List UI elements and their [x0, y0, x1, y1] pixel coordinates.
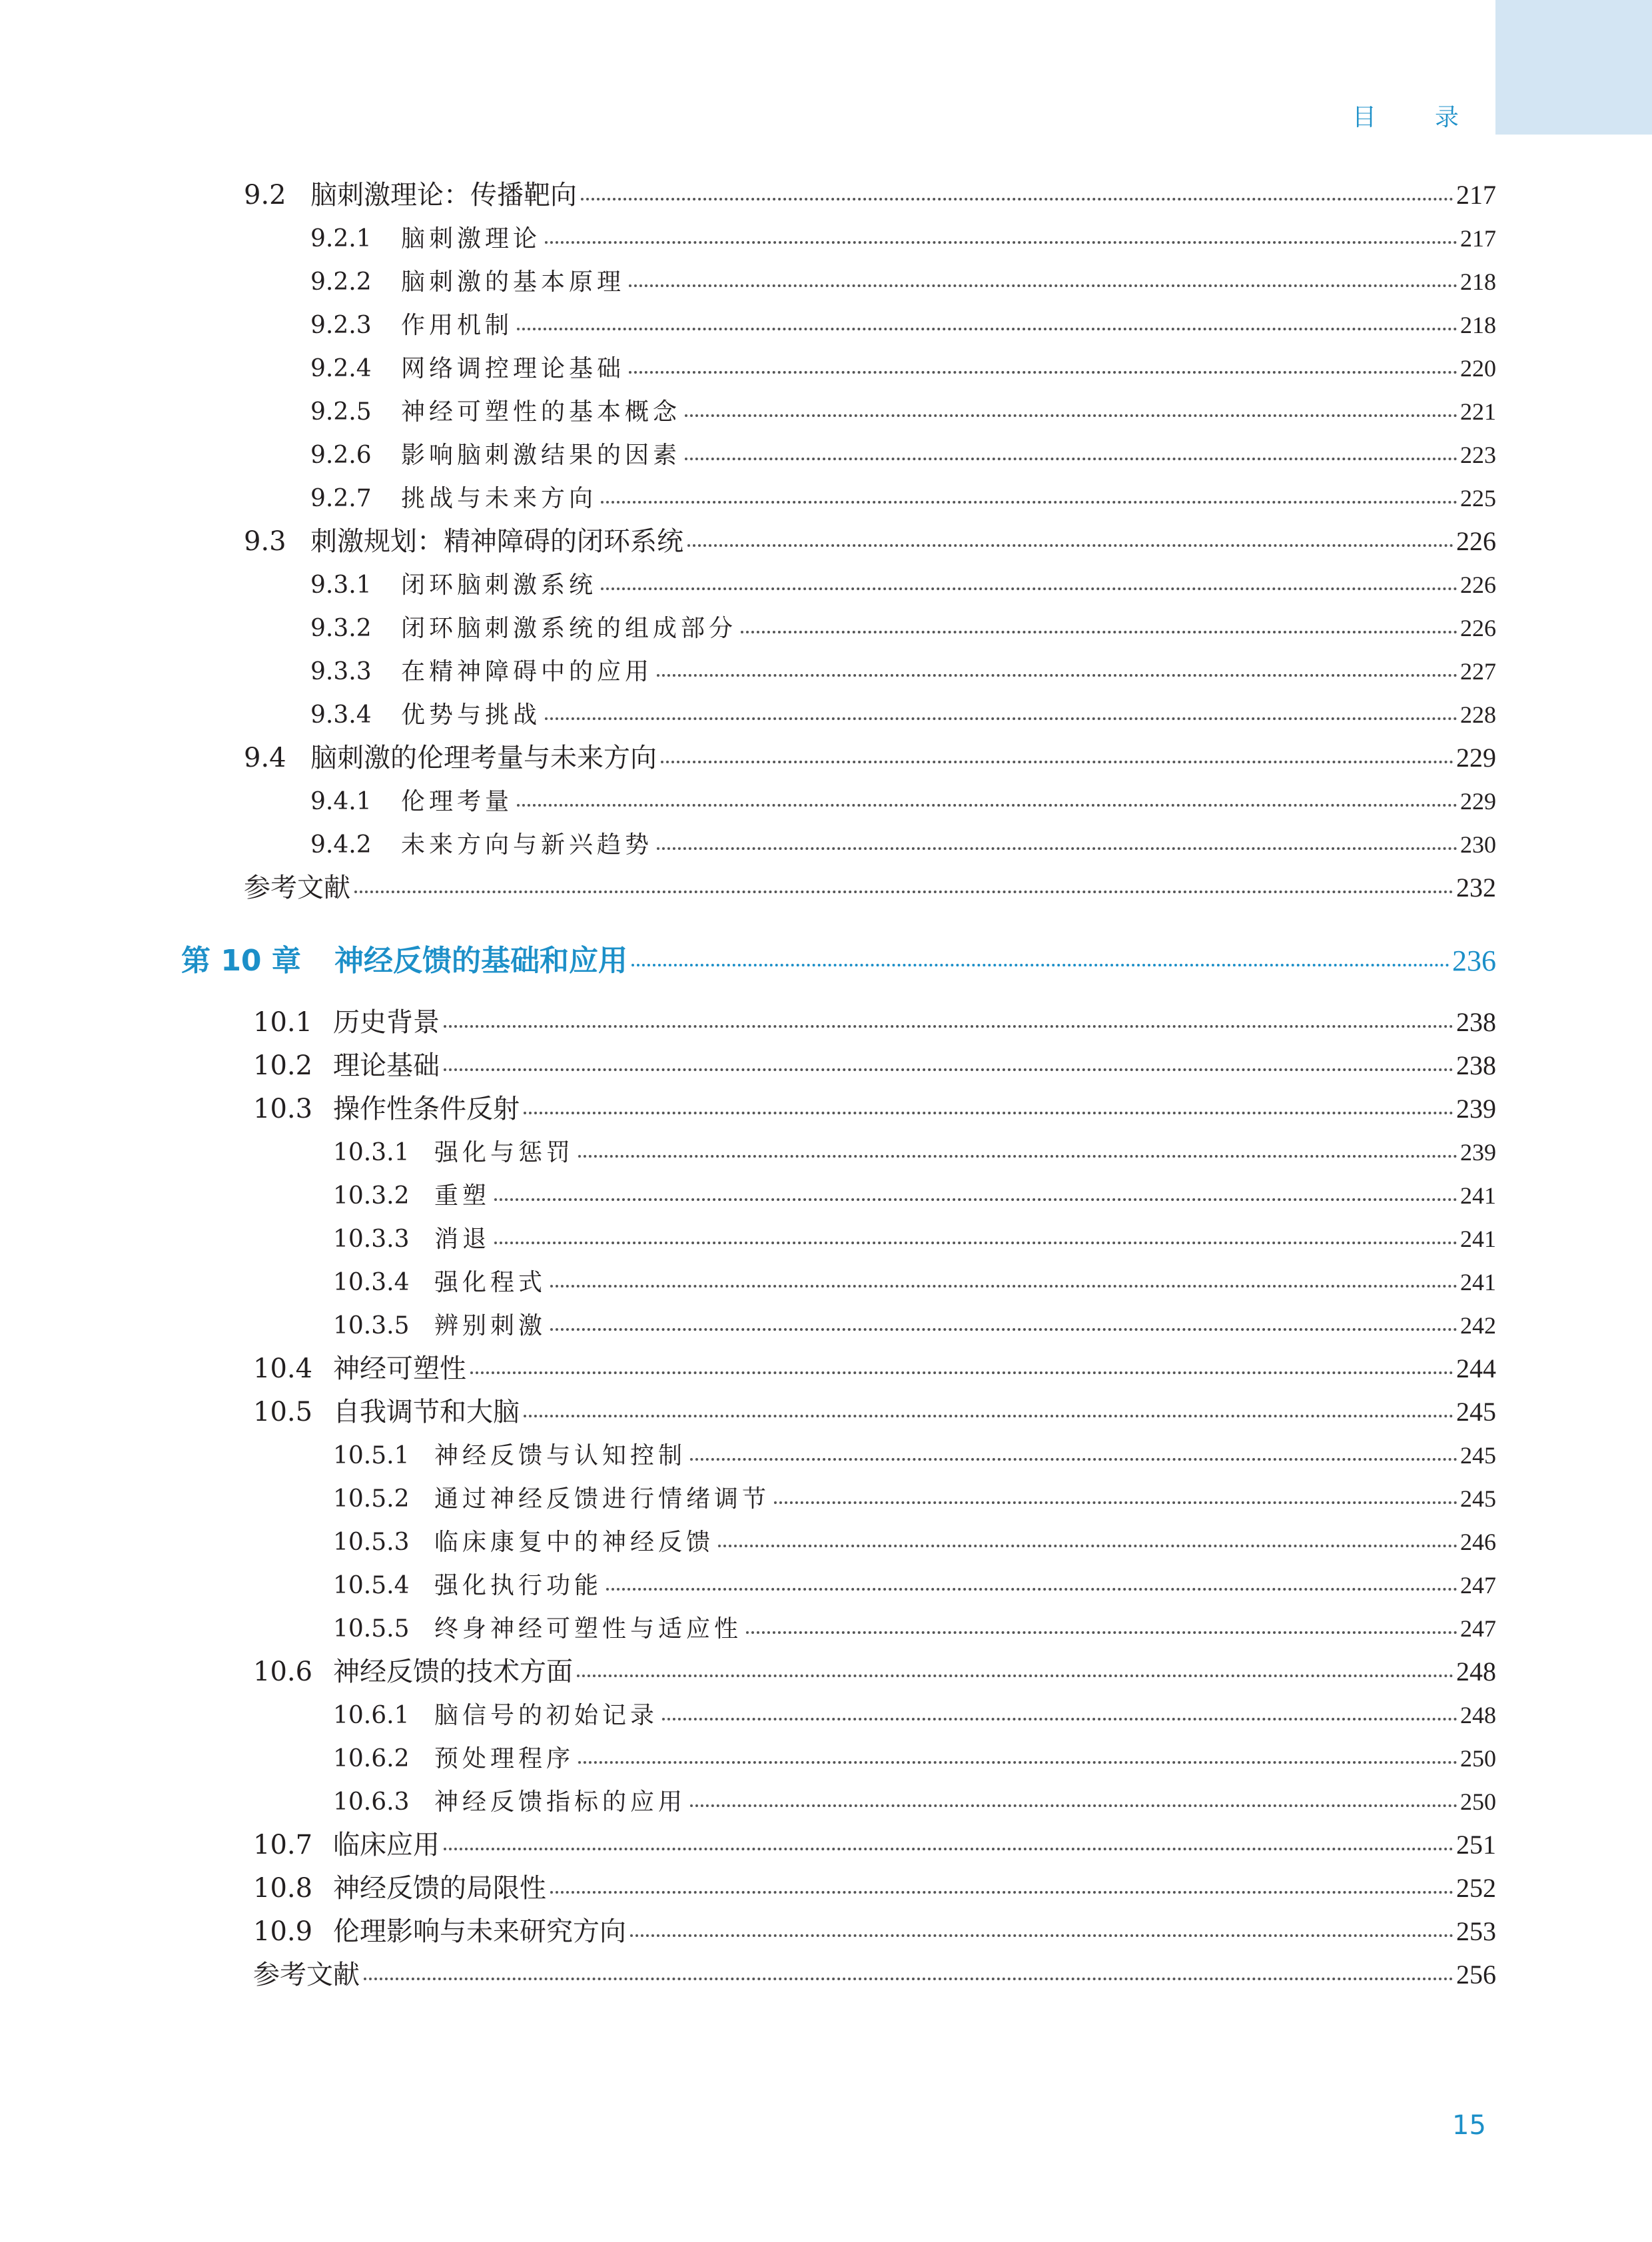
toc-entry-title: 脑刺激的基本原理	[401, 268, 625, 296]
toc-entry-page: 228	[1460, 701, 1496, 728]
toc-entry-title: 自我调节和大脑	[333, 1397, 520, 1427]
toc-entry-9-3-1[interactable]	[310, 565, 1496, 605]
toc-entry-number: 10.9	[253, 1916, 313, 1947]
dot-leader	[524, 1412, 1453, 1417]
toc-entry-9-2-5[interactable]	[310, 392, 1496, 432]
dot-leader	[545, 238, 1457, 244]
toc-entry-page: 218	[1460, 312, 1496, 338]
toc-entry-title: 神经反馈的技术方面	[333, 1657, 573, 1687]
toc-entry-number: 10.5	[253, 1397, 313, 1427]
toc-entry-page: 247	[1460, 1615, 1496, 1642]
toc-entry-9-3[interactable]	[244, 522, 1496, 561]
dot-leader	[687, 542, 1453, 547]
dot-leader	[517, 325, 1457, 330]
toc-entry-10-3-4[interactable]	[333, 1262, 1496, 1302]
toc-entry-10-5-1[interactable]	[333, 1435, 1496, 1475]
header-title-right: 录	[1434, 104, 1459, 131]
toc-entry-page: 226	[1460, 571, 1496, 598]
toc-entry-title: 参考文献	[253, 1960, 360, 1990]
toc-entry-10-1[interactable]	[253, 1002, 1496, 1042]
toc-entry-10-6[interactable]	[253, 1652, 1496, 1692]
toc-entry-10-3-2[interactable]	[333, 1176, 1496, 1216]
toc-entry-9-2-1[interactable]	[310, 218, 1496, 258]
dot-leader	[470, 1369, 1453, 1374]
toc-entry-number: 10.6.1	[333, 1702, 410, 1729]
toc-entry-page: 239	[1460, 1139, 1496, 1166]
toc-entry-9-3-3[interactable]	[310, 651, 1496, 691]
dot-leader	[601, 585, 1457, 590]
toc-entry-page: 253	[1456, 1916, 1496, 1946]
toc-entry-title: 未来方向与新兴趋势	[401, 831, 653, 859]
toc-entry-page: 227	[1460, 658, 1496, 685]
toc-entry-10-5-4[interactable]	[333, 1565, 1496, 1605]
toc-entry-page: 220	[1460, 355, 1496, 382]
toc-entry-title: 临床康复中的神经反馈	[434, 1529, 715, 1556]
toc-entry-page: 217	[1456, 180, 1496, 210]
toc-entry-number: 10.3.4	[333, 1269, 410, 1296]
toc-entry-9-2-2[interactable]	[310, 262, 1496, 302]
toc-entry-9-2-4[interactable]	[310, 348, 1496, 388]
toc-entry-page: 230	[1460, 831, 1496, 858]
dot-leader	[662, 1715, 1457, 1720]
toc-entry-title: 通过神经反馈进行情绪调节	[434, 1485, 771, 1513]
chapter-title: 神经反馈的基础和应用	[334, 944, 627, 978]
dot-leader	[601, 498, 1457, 504]
toc-entry-number: 10.5.4	[333, 1572, 410, 1599]
toc-entry-number: 10.5.1	[333, 1442, 410, 1469]
dot-leader	[524, 1109, 1453, 1114]
toc-entry-number: 10.3.2	[333, 1182, 410, 1210]
dot-leader	[444, 1845, 1453, 1850]
toc-entry-number: 9.2.4	[310, 355, 372, 382]
toc-entry-number: 10.6.3	[333, 1788, 410, 1816]
toc-entry-page: 250	[1460, 1788, 1496, 1815]
toc-entry-page: 232	[1456, 873, 1496, 903]
toc-entry-title: 神经可塑性的基本概念	[401, 398, 681, 426]
dot-leader	[774, 1499, 1457, 1504]
toc-entry-page: 244	[1456, 1353, 1496, 1383]
toc-entry-page: 238	[1456, 1007, 1496, 1037]
page-number: 15	[1452, 2110, 1486, 2141]
toc-entry-page: 245	[1456, 1397, 1496, 1427]
toc-entry-number: 10.5.2	[333, 1485, 410, 1513]
toc-entry-title: 影响脑刺激结果的因素	[401, 442, 681, 469]
toc-entry-9-2-6[interactable]	[310, 435, 1496, 475]
toc-entry-title: 强化执行功能	[434, 1572, 603, 1599]
toc-entry-number: 9.2.3	[310, 312, 372, 339]
toc-entry-title: 参考文献	[244, 873, 350, 903]
chapter-number: 第 10 章	[181, 944, 301, 978]
toc-entry-title: 闭环脑刺激系统的组成部分	[401, 615, 737, 642]
toc-entry-title: 脑刺激理论：传播靶向	[310, 180, 577, 210]
toc-entry-title: 操作性条件反射	[333, 1094, 520, 1124]
toc-entry-page: 236	[1452, 944, 1496, 977]
toc-entry-number: 9.3.2	[310, 615, 372, 642]
toc-entry-page: 247	[1460, 1572, 1496, 1599]
toc-entry-page: 241	[1460, 1226, 1496, 1252]
toc-entry-number: 9.2	[244, 180, 286, 210]
dot-leader	[578, 1152, 1457, 1158]
dot-leader	[444, 1066, 1453, 1071]
toc-entry-page: 226	[1460, 615, 1496, 641]
dot-leader	[685, 455, 1457, 460]
toc-entry-number: 10.3.3	[333, 1226, 410, 1253]
toc-entry-number: 9.4.1	[310, 788, 372, 815]
toc-entry-page: 217	[1460, 225, 1496, 252]
dot-leader	[444, 1022, 1453, 1028]
toc-entry-number: 10.3.5	[333, 1312, 410, 1339]
dot-leader	[657, 671, 1457, 677]
toc-entry-page: 223	[1460, 442, 1496, 468]
toc-entry-10-2[interactable]	[253, 1046, 1496, 1086]
toc-entry-9-3-2[interactable]	[310, 608, 1496, 648]
toc-entry-9-4-1[interactable]	[310, 781, 1496, 821]
toc-entry-number: 10.6	[253, 1657, 313, 1687]
toc-chapter-10[interactable]	[181, 941, 1496, 981]
toc-entry-page: 242	[1460, 1312, 1496, 1339]
dot-leader	[629, 282, 1457, 287]
toc-entry-10-5-3[interactable]	[333, 1522, 1496, 1562]
toc-entry-title: 辨别刺激	[434, 1312, 547, 1339]
toc-entry-10-5-2[interactable]	[333, 1479, 1496, 1519]
toc-entry-page: 250	[1460, 1745, 1496, 1772]
toc-entry-10-6-2[interactable]	[333, 1738, 1496, 1778]
dot-leader	[630, 1932, 1453, 1937]
toc-entry-10-3-5[interactable]	[333, 1306, 1496, 1345]
toc-entry-title: 神经反馈的局限性	[333, 1873, 546, 1904]
dot-leader	[364, 1975, 1453, 1980]
dot-leader	[746, 1629, 1457, 1634]
dot-leader	[741, 628, 1457, 633]
page-header-title	[1352, 99, 1459, 133]
toc-entry-title: 闭环脑刺激系统	[401, 571, 598, 599]
toc-entry-9-2[interactable]	[244, 175, 1496, 215]
dot-leader	[661, 758, 1453, 763]
toc-entry-page: 246	[1460, 1529, 1496, 1555]
toc-entry-title: 伦理考量	[401, 788, 514, 815]
toc-entry-page: 229	[1456, 743, 1496, 773]
toc-entry-number: 9.3.1	[310, 571, 372, 599]
dot-leader	[690, 1455, 1457, 1461]
toc-entry-number: 10.8	[253, 1873, 313, 1904]
toc-entry-title: 历史背景	[333, 1007, 440, 1038]
toc-entry-number: 10.2	[253, 1050, 313, 1081]
toc-entry-number: 10.1	[253, 1007, 313, 1038]
toc-entry-references-ch10[interactable]	[253, 1955, 1496, 1995]
toc-entry-title: 作用机制	[401, 312, 514, 339]
toc-entry-10-9[interactable]	[253, 1912, 1496, 1952]
toc-entry-title: 刺激规划：精神障碍的闭环系统	[310, 526, 683, 557]
toc-entry-title: 强化程式	[434, 1269, 547, 1296]
toc-entry-page: 251	[1456, 1830, 1496, 1860]
toc-entry-page: 225	[1460, 485, 1496, 512]
toc-entry-title: 消退	[434, 1226, 491, 1253]
toc-entry-number: 10.5.3	[333, 1529, 410, 1556]
dot-leader	[550, 1282, 1457, 1288]
toc-entry-number: 9.2.1	[310, 225, 372, 252]
toc-entry-title: 临床应用	[333, 1830, 440, 1860]
toc-entry-page: 245	[1460, 1485, 1496, 1512]
toc-entry-title: 伦理影响与未来研究方向	[333, 1916, 626, 1947]
toc-entry-page: 252	[1456, 1873, 1496, 1903]
dot-leader	[629, 368, 1457, 374]
toc-entry-number: 10.3	[253, 1094, 313, 1124]
toc-entry-title: 脑信号的初始记录	[434, 1702, 659, 1729]
toc-entry-title: 神经可塑性	[333, 1353, 466, 1384]
toc-entry-9-4-2[interactable]	[310, 825, 1496, 865]
toc-entry-10-3[interactable]	[253, 1089, 1496, 1129]
toc-entry-title: 理论基础	[333, 1050, 440, 1081]
toc-entry-title: 优势与挑战	[401, 701, 542, 729]
dot-leader	[657, 845, 1457, 850]
toc-entry-number: 10.7	[253, 1830, 313, 1860]
toc-entry-9-4[interactable]	[244, 738, 1496, 778]
toc-entry-page: 256	[1456, 1960, 1496, 1990]
toc-entry-title: 在精神障碍中的应用	[401, 658, 653, 685]
dot-leader	[606, 1585, 1457, 1591]
toc-entry-9-3-4[interactable]	[310, 695, 1496, 735]
dot-leader	[545, 715, 1457, 720]
toc-entry-number: 9.3.4	[310, 701, 372, 729]
toc-entry-page: 248	[1456, 1657, 1496, 1686]
corner-tab	[1495, 0, 1652, 135]
toc-entry-title: 脑刺激理论	[401, 225, 542, 252]
toc-entry-10-4[interactable]	[253, 1349, 1496, 1389]
dot-leader	[550, 1888, 1453, 1894]
dot-leader	[581, 195, 1453, 200]
toc-entry-10-5[interactable]	[253, 1392, 1496, 1432]
toc-entry-number: 10.4	[253, 1353, 313, 1384]
dot-leader	[354, 888, 1453, 893]
toc-entry-page: 248	[1460, 1702, 1496, 1728]
dot-leader	[578, 1758, 1457, 1764]
dot-leader	[690, 1802, 1457, 1807]
toc-entry-references-ch9[interactable]	[244, 868, 1496, 908]
toc-entry-10-6-1[interactable]	[333, 1695, 1496, 1735]
toc-entry-number: 9.2.7	[310, 485, 372, 512]
toc-entry-10-3-1[interactable]	[333, 1132, 1496, 1172]
toc-entry-page: 221	[1460, 398, 1496, 425]
toc-entry-page: 239	[1456, 1094, 1496, 1124]
toc-entry-page: 238	[1456, 1050, 1496, 1080]
dot-leader	[718, 1542, 1457, 1547]
toc-entry-title: 强化与惩罚	[434, 1139, 575, 1166]
dot-leader	[685, 412, 1457, 417]
toc-entry-page: 245	[1460, 1442, 1496, 1469]
toc-entry-title: 神经反馈与认知控制	[434, 1442, 687, 1469]
toc-entry-number: 9.4	[244, 743, 286, 773]
toc-entry-9-2-7[interactable]	[310, 478, 1496, 518]
toc-entry-page: 218	[1460, 268, 1496, 295]
dot-leader	[494, 1239, 1457, 1244]
toc-entry-number: 9.3.3	[310, 658, 372, 685]
toc-entry-number: 9.2.2	[310, 268, 372, 296]
toc-entry-number: 9.4.2	[310, 831, 372, 859]
header-title-left: 目	[1352, 104, 1377, 131]
dot-leader	[517, 801, 1457, 807]
toc-entry-title: 终身神经可塑性与适应性	[434, 1615, 743, 1643]
dot-leader	[550, 1325, 1457, 1331]
toc-entry-10-7[interactable]	[253, 1825, 1496, 1865]
toc-entry-10-3-3[interactable]	[333, 1219, 1496, 1259]
toc-entry-10-5-5[interactable]	[333, 1609, 1496, 1649]
toc-entry-page: 229	[1460, 788, 1496, 815]
dot-leader	[631, 961, 1449, 966]
toc-entry-10-8[interactable]	[253, 1868, 1496, 1908]
toc-entry-number: 10.6.2	[333, 1745, 410, 1772]
toc-entry-number: 9.2.6	[310, 442, 372, 469]
toc-entry-page: 226	[1456, 526, 1496, 556]
dot-leader	[577, 1672, 1453, 1677]
dot-leader	[494, 1196, 1457, 1201]
toc-entry-title: 重塑	[434, 1182, 491, 1210]
toc-entry-page: 241	[1460, 1269, 1496, 1296]
toc-entry-page: 241	[1460, 1182, 1496, 1209]
toc-entry-number: 10.5.5	[333, 1615, 410, 1643]
toc-entry-title: 脑刺激的伦理考量与未来方向	[310, 743, 657, 773]
toc-entry-number: 9.3	[244, 526, 286, 557]
toc-entry-title: 神经反馈指标的应用	[434, 1788, 687, 1816]
toc-entry-number: 9.2.5	[310, 398, 372, 426]
toc-entry-9-2-3[interactable]	[310, 305, 1496, 345]
toc-entry-10-6-3[interactable]	[333, 1782, 1496, 1822]
toc-entry-number: 10.3.1	[333, 1139, 410, 1166]
toc-entry-title: 网络调控理论基础	[401, 355, 625, 382]
toc-entry-title: 预处理程序	[434, 1745, 575, 1772]
toc-entry-title: 挑战与未来方向	[401, 485, 598, 512]
